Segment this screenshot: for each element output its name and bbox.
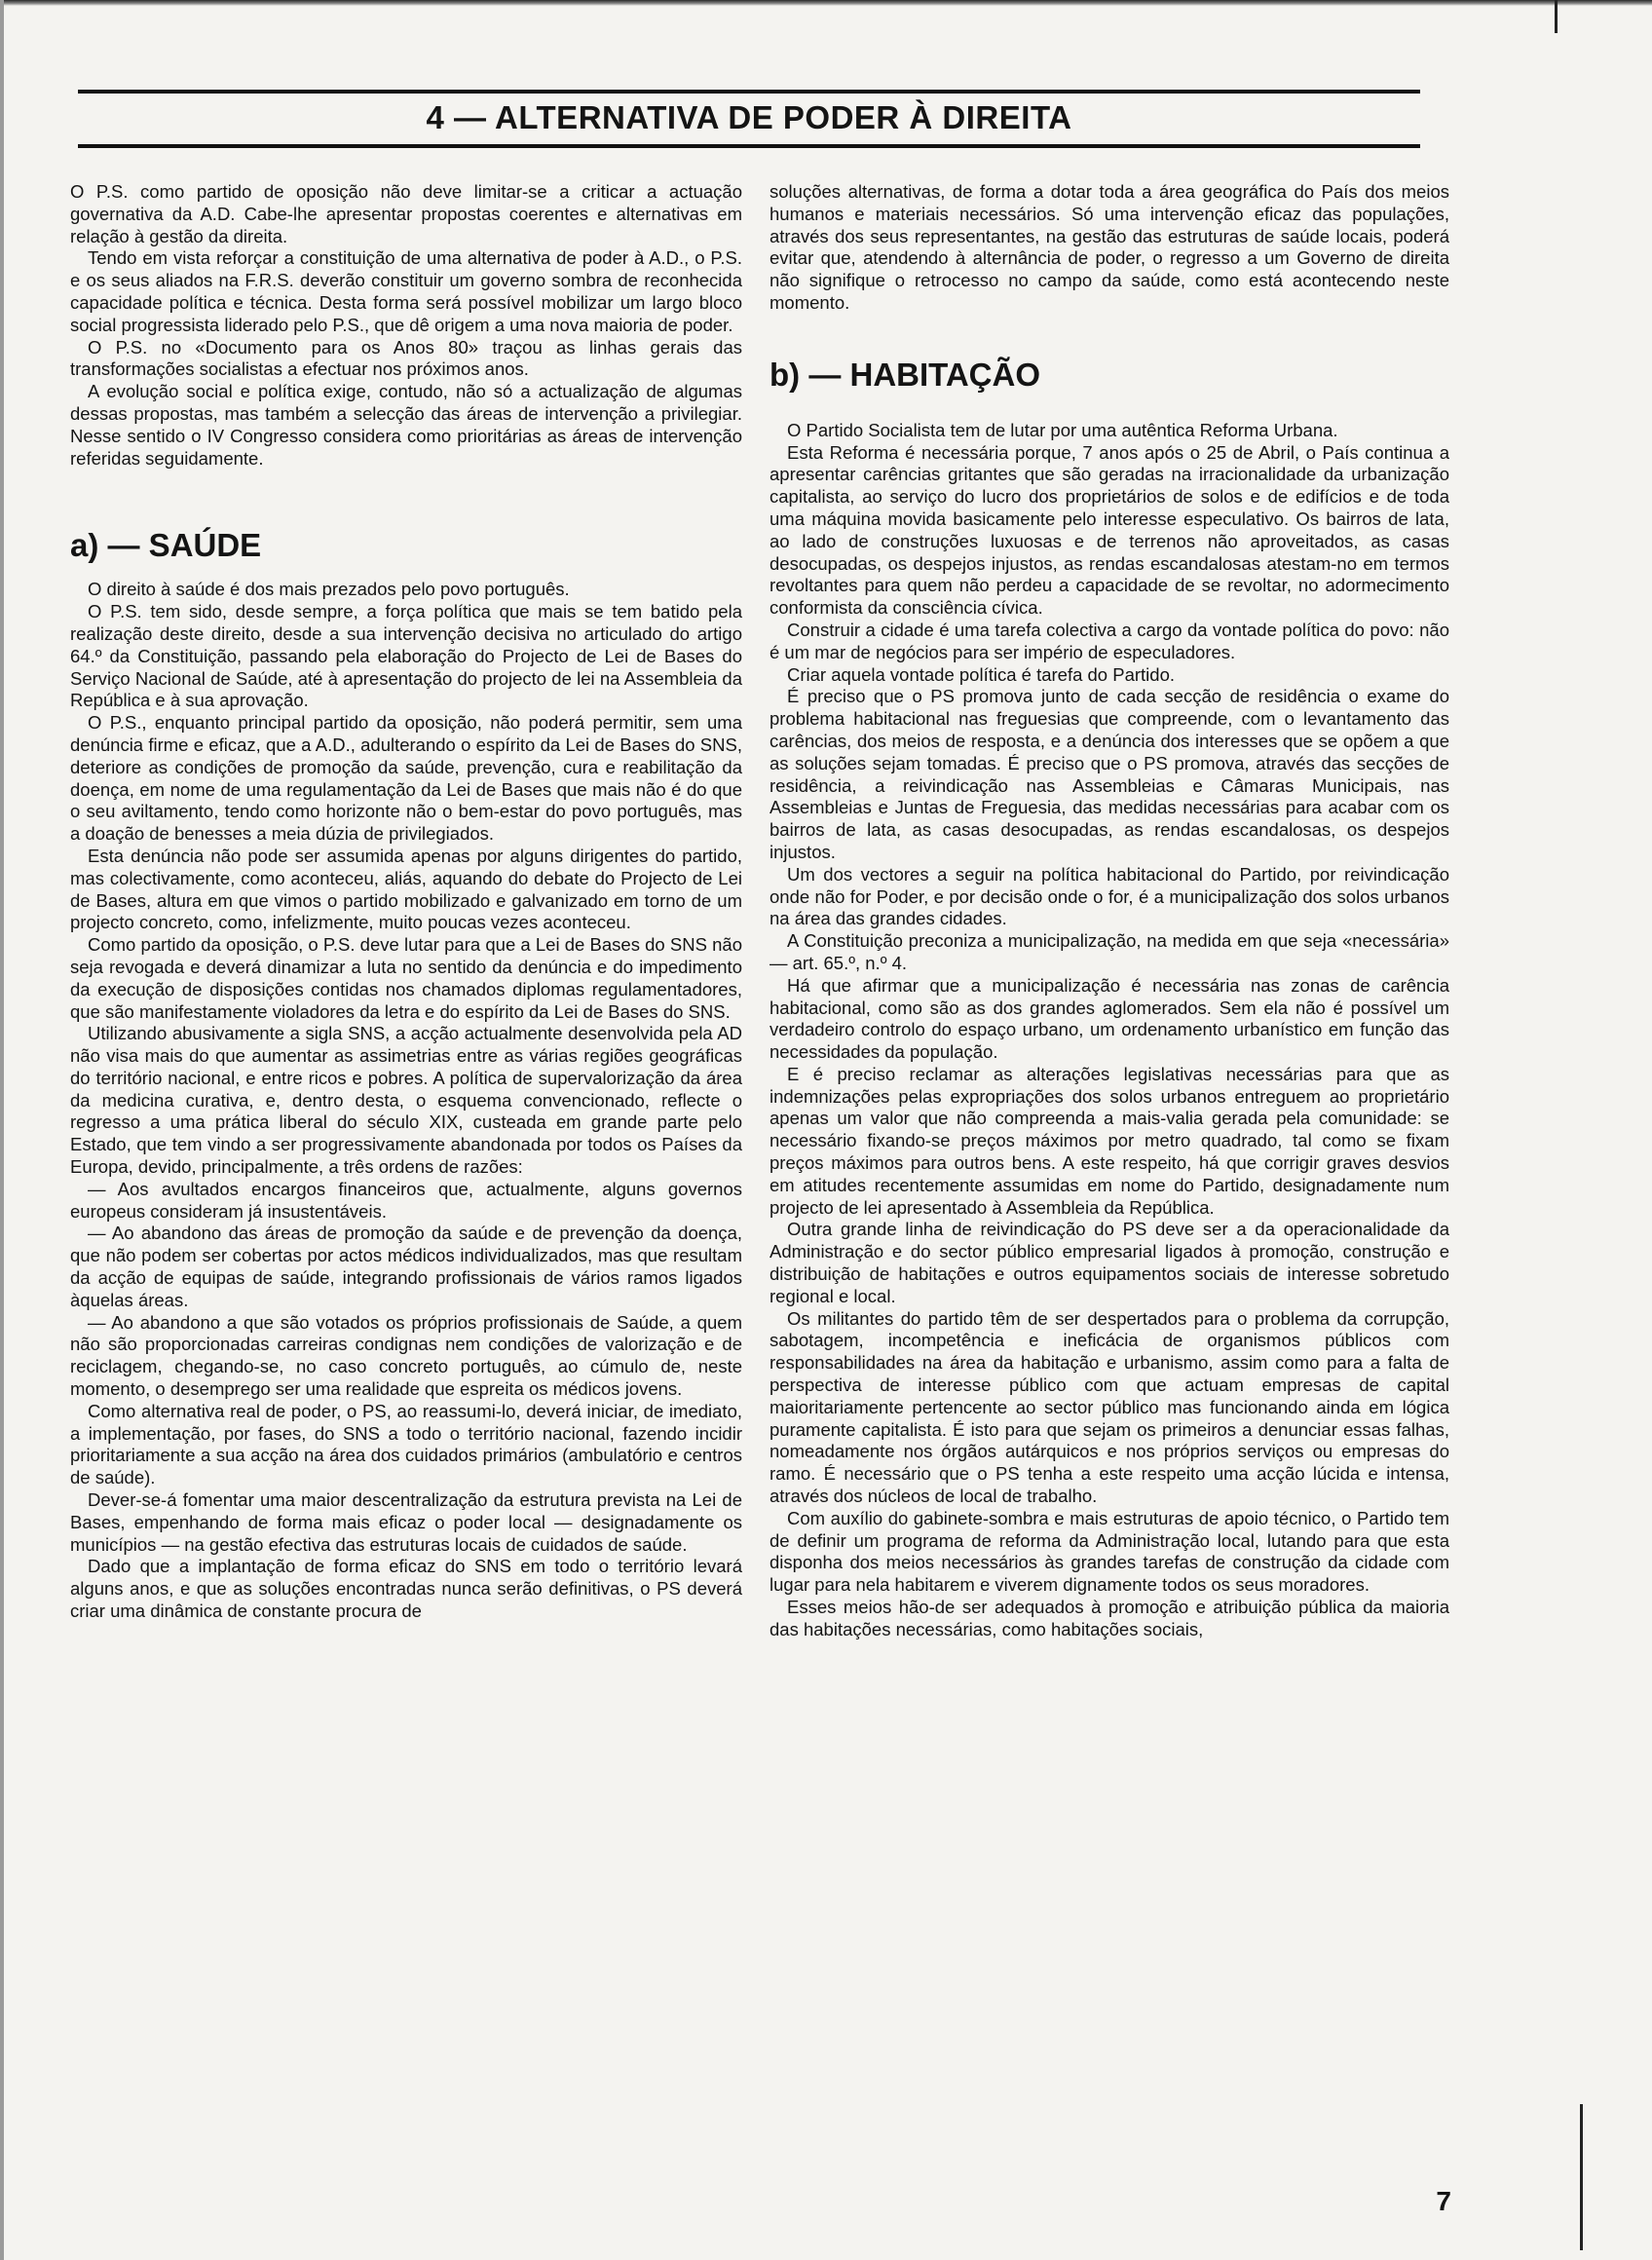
- habitacao-paragraph: É preciso que o PS promova junto de cada secção de residência o exame do problema habitacional nas freguesias que compreende, com o levantamento das carências, dos meios de resposta, e a denúncia dos interesses que se opõem a que as soluções sejam tomadas. É preciso que o PS promova, através das secções de residência, a reivindicação nas Assembleias e Câmaras Municipais, nas Assembleias e Juntas de Freguesia, das medidas necessárias para acabar com os bairros de lata, as casas desocupadas, as rendas escandalosas, os despejos injustos.: [770, 686, 1449, 862]
- intro-paragraph: O P.S. no «Documento para os Anos 80» traçou as linhas gerais das transformações socialistas a efectuar nos próximos anos.: [70, 336, 742, 380]
- habitacao-paragraph: Um dos vectores a seguir na política habitacional do Partido, por reivindicação onde não for Poder, e por decisão onde o for, é a municipalização dos solos urbanos na área das grandes cidades.: [770, 863, 1449, 929]
- page-title: 4 — ALTERNATIVA DE PODER À DIREITA: [426, 99, 1072, 135]
- title-rule-bottom: [78, 144, 1420, 148]
- title-rule-top: [78, 90, 1420, 94]
- saude-paragraph: Dado que a implantação de forma eficaz do SNS em todo o território levará alguns anos, e que as soluções encontradas nunca serão definitivas, o PS deverá criar uma dinâmica de constante procura de: [70, 1556, 742, 1622]
- saude-paragraph: O P.S. tem sido, desde sempre, a força política que mais se tem batido pela realização deste direito, desde a sua intervenção decisiva no articulado do artigo 64.º da Constituição, passando pela elaboração do Projecto de Lei de Bases do Serviço Nacional de Saúde, até à apresentação do projecto de lei na Assembleia da República e à sua aprovação.: [70, 601, 742, 711]
- scan-edge-left: [0, 0, 4, 2260]
- habitacao-paragraph: Há que afirmar que a municipalização é necessária nas zonas de carência habitacional, como são as dos grandes aglomerados. Sem ela não é possível um verdadeiro controlo do espaço urbano, um ordenamento urbanístico em função das necessidades da população.: [770, 974, 1449, 1063]
- saude-paragraph: Esta denúncia não pode ser assumida apenas por alguns dirigentes do partido, mas colectivamente, como aconteceu, aliás, aquando do debate do Projecto de Lei de Bases, altura em que vimos o partido mobilizado e galvanizado em torno de um projecto concreto, como, infelizmente, muito poucas vezes aconteceu.: [70, 845, 742, 933]
- habitacao-paragraph: Outra grande linha de reivindicação do PS deve ser a da operacionalidade da Administração e do sector público empresarial ligados à promoção, construção e distribuição de habitações e outros equipamentos sociais de interesse sobretudo regional e local.: [770, 1219, 1449, 1306]
- intro-paragraph: Tendo em vista reforçar a constituição de uma alternativa de poder à A.D., o P.S. e os seus aliados na F.R.S. deverão constituir um governo sombra de reconhecida capacidade política e técnica. Desta forma será possível mobilizar um largo bloco social progressista liderado pelo P.S., que dê origem a uma nova maioria de poder.: [70, 247, 742, 335]
- saude-paragraph: — Aos avultados encargos financeiros que, actualmente, alguns governos europeus consideram já insustentáveis.: [70, 1178, 742, 1222]
- intro-paragraph: O P.S. como partido de oposição não deve limitar-se a criticar a actuação governativa da A.D. Cabe-lhe apresentar propostas coerentes e alternativas em relação à gestão da direita.: [70, 181, 742, 246]
- habitacao-paragraph: Com auxílio do gabinete-sombra e mais estruturas de apoio técnico, o Partido tem de definir um programa de reforma da Administração local, lutando para que esta disponha dos meios necessários às grandes tarefas de construção da cidade com lugar para nela habitarem e viverem dignamente todos os seus moradores.: [770, 1507, 1449, 1596]
- habitacao-paragraph: Construir a cidade é uma tarefa colectiva a cargo da vontade política do povo: não é um mar de negócios para ser império de especuladores.: [770, 619, 1449, 662]
- habitacao-paragraph: Criar aquela vontade política é tarefa do Partido.: [787, 663, 1175, 685]
- right-column: [770, 181, 1449, 1641]
- left-column: [70, 181, 742, 1623]
- section-heading-saude: a) — SAÚDE: [70, 527, 262, 564]
- saude-paragraph: O direito à saúde é dos mais prezados pelo povo português.: [88, 579, 570, 600]
- habitacao-paragraph: A Constituição preconiza a municipalização, na medida em que seja «necessária» — art. 65.º, n.º 4.: [770, 930, 1449, 973]
- scan-edge-top: [0, 0, 1652, 6]
- saude-paragraph: Como alternativa real de poder, o PS, ao reassumi-lo, deverá iniciar, de imediato, a implementação, por fases, do SNS a todo o território nacional, fazendo incidir prioritariamente a sua acção na área dos cuidados primários (ambulatório e centros de saúde).: [70, 1400, 742, 1488]
- saude-paragraph: Dever-se-á fomentar uma maior descentralização da estrutura prevista na Lei de Bases, empenhando de forma mais eficaz o poder local — designadamente os municípios — na gestão efectiva das estruturas locais de cuidados de saúde.: [70, 1489, 742, 1555]
- saude-paragraph: Utilizando abusivamente a sigla SNS, a acção actualmente desenvolvida pela AD não visa mais do que aumentar as assimetrias entre as várias regiões geográficas do território nacional, e entre ricos e pobres. A política de supervalorização da área da medicina curativa, e, dentro desta, o esquema convencionado, reflecte o regresso a uma prática liberal do século XIX, custeada em grande parte pelo Estado, que tem vindo a ser progressivamente abandonada por todos os Países da Europa, devido, principalmente, a três ordens de razões:: [70, 1023, 742, 1178]
- habitacao-paragraph: Esses meios hão-de ser adequados à promoção e atribuição pública da maioria das habitações necessárias, como habitações sociais,: [770, 1597, 1449, 1639]
- intro-paragraph: A evolução social e política exige, contudo, não só a actualização de algumas dessas propostas, mas também a selecção das áreas de intervenção a privilegiar. Nesse sentido o IV Congresso considera como prioritárias as áreas de intervenção referidas seguidamente.: [70, 381, 742, 469]
- habitacao-paragraph: Os militantes do partido têm de ser despertados para o problema da corrupção, sabotagem, incompetência e ineficácia de organismos públicos com responsabilidades na área da habitação e urbanismo, assim como para a falta de perspectiva de interesse público com que actuam empresas de capital maioritariamente pertencente ao sector público mas funcionando ainda em lógica puramente capitalista. É isto para que sejam os primeiros a denunciar essas falhas, nomeadamente nos órgãos autárquicos e nos próprios serviços ou empresas do ramo. É necessário que o PS tenha a este respeito uma acção lúcida e intensa, através dos núcleos de local de trabalho.: [770, 1307, 1449, 1507]
- margin-mark: [1580, 2104, 1583, 2250]
- habitacao-paragraph: O Partido Socialista tem de lutar por uma autêntica Reforma Urbana.: [787, 419, 1338, 440]
- saude-paragraph: O P.S., enquanto principal partido da oposição, não poderá permitir, sem uma denúncia firme e eficaz, que a A.D., adulterando o espírito da Lei de Bases do SNS, deteriore as condições de promoção da saúde, prevenção, cura e reabilitação da doença, em nome de uma regulamentação da Lei de Bases que mais não é do que o seu aviltamento, tendo como horizonte não o bem-estar do povo português, mas a doação de benesses a meia dúzia de privilegiados.: [70, 712, 742, 845]
- page-number: 7: [1436, 2186, 1451, 2216]
- saude-continuation: soluções alternativas, de forma a dotar toda a área geográfica do País dos meios humanos e materiais necessários. Só uma intervenção eficaz das populações, através dos seus representantes, na gestão das estruturas de saúde locais, poderá evitar que, atendendo à alternância de poder, o regresso a um Governo de direita não signifique o retrocesso no campo da saúde, como está acontecendo neste momento.: [770, 181, 1449, 313]
- habitacao-paragraph: E é preciso reclamar as alterações legislativas necessárias para que as indemnizações pelas expropriações dos solos urbanos entreguem ao proprietário apenas um valor que não compreenda a mais-valia gerada pela comunidade: se necessário fixando-se preços máximos por metro quadrado, tal como se fixam preços máximos para outros bens. A este respeito, há que corrigir graves desvios em atitudes recentemente assumidas em nome do Partido, designadamente num projecto de lei apresentado à Assembleia da República.: [770, 1063, 1449, 1218]
- saude-paragraph: Como partido da oposição, o P.S. deve lutar para que a Lei de Bases do SNS não seja revogada e deverá dinamizar a luta no sentido da denúncia e do impedimento da execução de disposições contidas nos chamados diplomas regulamentadores, que são manifestamente violadores da letra e do espírito da Lei de Bases do SNS.: [70, 934, 742, 1022]
- saude-paragraph: — Ao abandono a que são votados os próprios profissionais de Saúde, a quem não são proporcionadas carreiras condignas nem condições de valorização e de reciclagem, chegando-se, no caso concreto português, ao cúmulo de, neste momento, o desemprego ser uma realidade que espreita os médicos jovens.: [70, 1311, 742, 1400]
- corner-mark: [1555, 0, 1558, 33]
- saude-paragraph: — Ao abandono das áreas de promoção da saúde e de prevenção da doença, que não podem ser cobertas por actos médicos individualizados, mas que resultam da acção de equipas de saúde, integrando profissionais de vários ramos ligados àquelas áreas.: [70, 1223, 742, 1310]
- habitacao-paragraph: Esta Reforma é necessária porque, 7 anos após o 25 de Abril, o País continua a apresentar carências gritantes que são geradas na irracionalidade da urbanização capitalista, ao serviço do lucro dos proprietários de solos e de edifícios e de toda uma máquina movida basicamente pelo interesse especulativo. Os bairros de lata, ao lado de construções luxuosas e de terrenos não aproveitados, as casas desocupadas, os despejos injustos, as rendas escandalosas atestam-no em termos revoltantes para quem não perdeu a capacidade de se revoltar, no adormecimento conformista da consciência cívica.: [770, 441, 1449, 619]
- section-heading-habitacao: b) — HABITAÇÃO: [770, 356, 1041, 393]
